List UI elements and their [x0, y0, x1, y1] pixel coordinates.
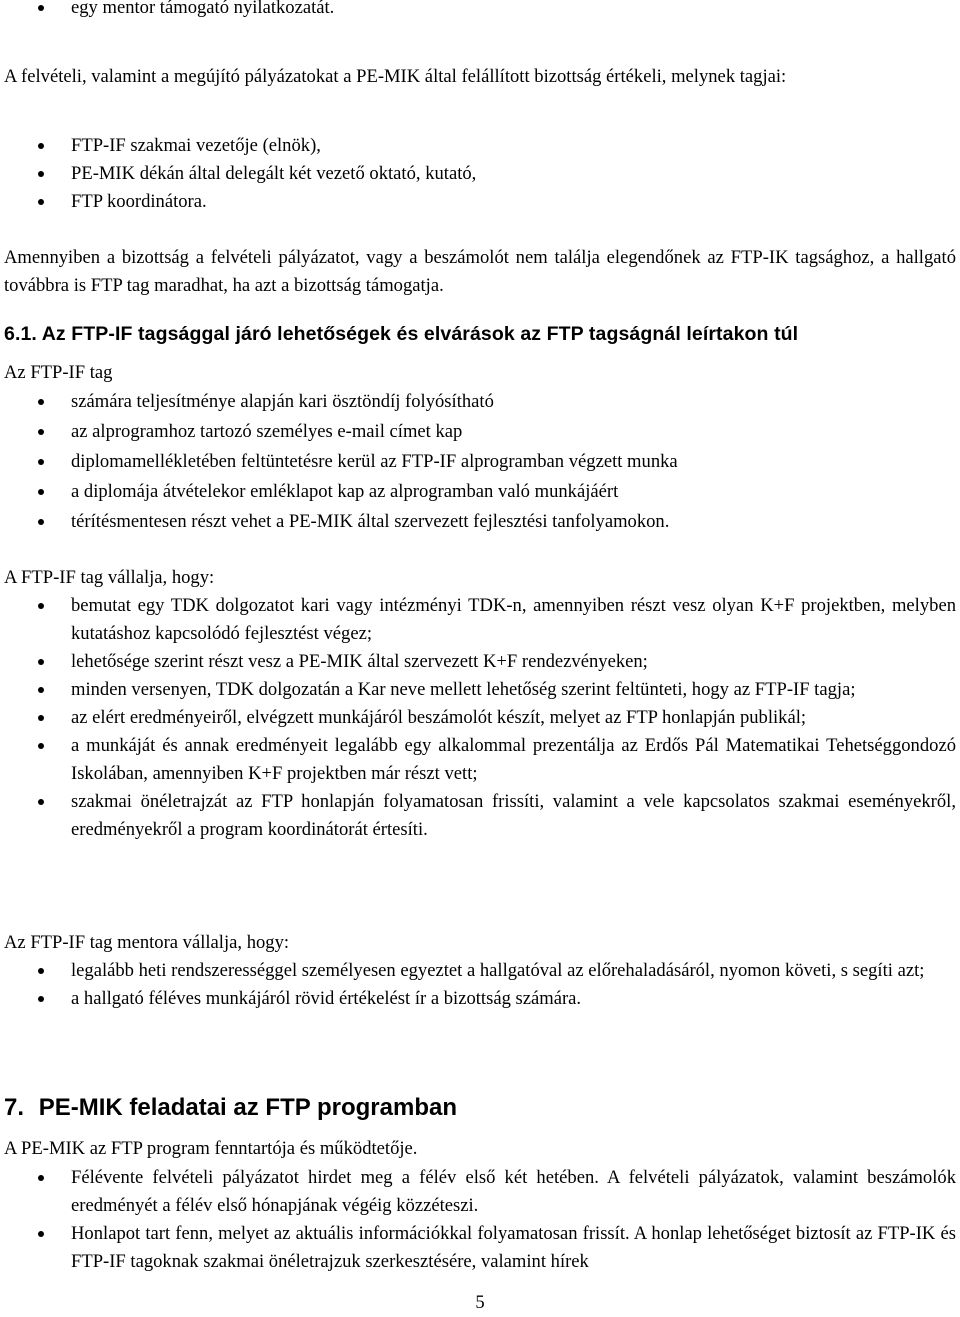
list-item: az alprogramhoz tartozó személyes e-mail címet kap	[4, 418, 956, 446]
section-6-1-heading	[4, 320, 956, 348]
member-intro-paragraph: Az FTP-IF tag	[4, 362, 113, 383]
list-item: minden versenyen, TDK dolgozatán a Kar neve mellett lehetőség szerint feltünteti, hogy az FTP-IF tagja;	[4, 676, 956, 704]
list-item: PE-MIK dékán által delegált két vezető oktató, kutató,	[4, 160, 956, 188]
list-item: diplomamellékletében feltüntetésre kerül az FTP-IF alprogramban végzett munka	[4, 448, 956, 476]
list-item: Honlapot tart fenn, melyet az aktuális információkkal folyamatosan frissít. A honlap lehetőséget biztosít az FTP-IK és FTP-IF tagoknak szakmai önéletrajzuk szerkesztésére, valamint hírek	[4, 1220, 956, 1276]
pemik-tasks-list	[4, 1164, 956, 1276]
section-title: Az FTP-IF tagsággal járó lehetőségek és elvárások az FTP tagságnál leírtakon túl	[41, 323, 799, 345]
list-item: a munkáját és annak eredményeit legalább egy alkalommal prezentálja az Erdős Pál Matematikai Tehetséggondozó Iskolában, amennyiben K+F projektben már részt vett;	[4, 732, 956, 788]
list-item: szakmai önéletrajzát az FTP honlapján folyamatosan frissíti, valamint a vele kapcsolatos szakmai eseményekről, eredményekről a program koordinátorát értesíti.	[4, 788, 956, 844]
member-benefits-list	[4, 388, 956, 536]
list-item: lehetősége szerint részt vesz a PE-MIK által szervezett K+F rendezvényeken;	[4, 648, 956, 676]
page-number: 5	[475, 1292, 485, 1313]
mentor-requirement-list	[4, 0, 956, 22]
list-item: az elért eredményeiről, elvégzett munkájáról beszámolót készít, melyet az FTP honlapján publikál;	[4, 704, 956, 732]
list-item: a diplomája átvételekor emléklapot kap az alprogramban való munkájáért	[4, 478, 956, 506]
list-item: Félévente felvételi pályázatot hirdet meg a félév első két hetében. A felvételi pályázatok, valamint beszámolók eredményét a félév első hónapjának végéig közzéteszi.	[4, 1164, 956, 1220]
section-7-heading	[4, 1093, 956, 1123]
list-item: térítésmentesen részt vehet a PE-MIK által szervezett fejlesztési tanfolyamokon.	[4, 508, 956, 536]
list-item: FTP-IF szakmai vezetője (elnök),	[4, 132, 956, 160]
list-item: a hallgató féléves munkájáról rövid értékelést ír a bizottság számára.	[4, 985, 956, 1013]
mentor-obligations-list	[4, 957, 956, 1013]
list-item: bemutat egy TDK dolgozatot kari vagy intézményi TDK-n, amennyiben részt vesz olyan K+F projektben, melyben kutatáshoz kapcsolódó fejlesztést végez;	[4, 592, 956, 648]
list-item: számára teljesítménye alapján kari ösztöndíj folyósítható	[4, 388, 956, 416]
mentor-obligations-intro: Az FTP-IF tag mentora vállalja, hogy:	[4, 932, 290, 953]
list-item: FTP koordinátora.	[4, 188, 956, 216]
member-obligations-intro: A FTP-IF tag vállalja, hogy:	[4, 567, 215, 588]
member-obligations-list	[4, 592, 956, 844]
committee-members-list	[4, 132, 956, 216]
section-title: PE-MIK feladatai az FTP programban	[38, 1094, 457, 1121]
list-item: legalább heti rendszerességgel személyesen egyeztet a hallgatóval az előrehaladásáról, nyomon követi, s segíti azt;	[4, 957, 956, 985]
committee-decision-paragraph: Amennyiben a bizottság a felvételi pályázatot, vagy a beszámolót nem találja elegendőnek az FTP-IK tagsághoz, a hallgató továbbra is FTP tag maradhat, ha azt a bizottság támogatja.	[4, 247, 956, 296]
pemik-intro-paragraph: A PE-MIK az FTP program fenntartója és működtetője.	[4, 1138, 418, 1159]
section-number: 6.1.	[4, 323, 37, 345]
section-number: 7.	[4, 1094, 25, 1121]
committee-intro-paragraph: A felvételi, valamint a megújító pályázatokat a PE-MIK által felállított bizottság értékeli, melynek tagjai:	[4, 66, 787, 87]
list-item: egy mentor támogató nyilatkozatát.	[4, 0, 956, 22]
